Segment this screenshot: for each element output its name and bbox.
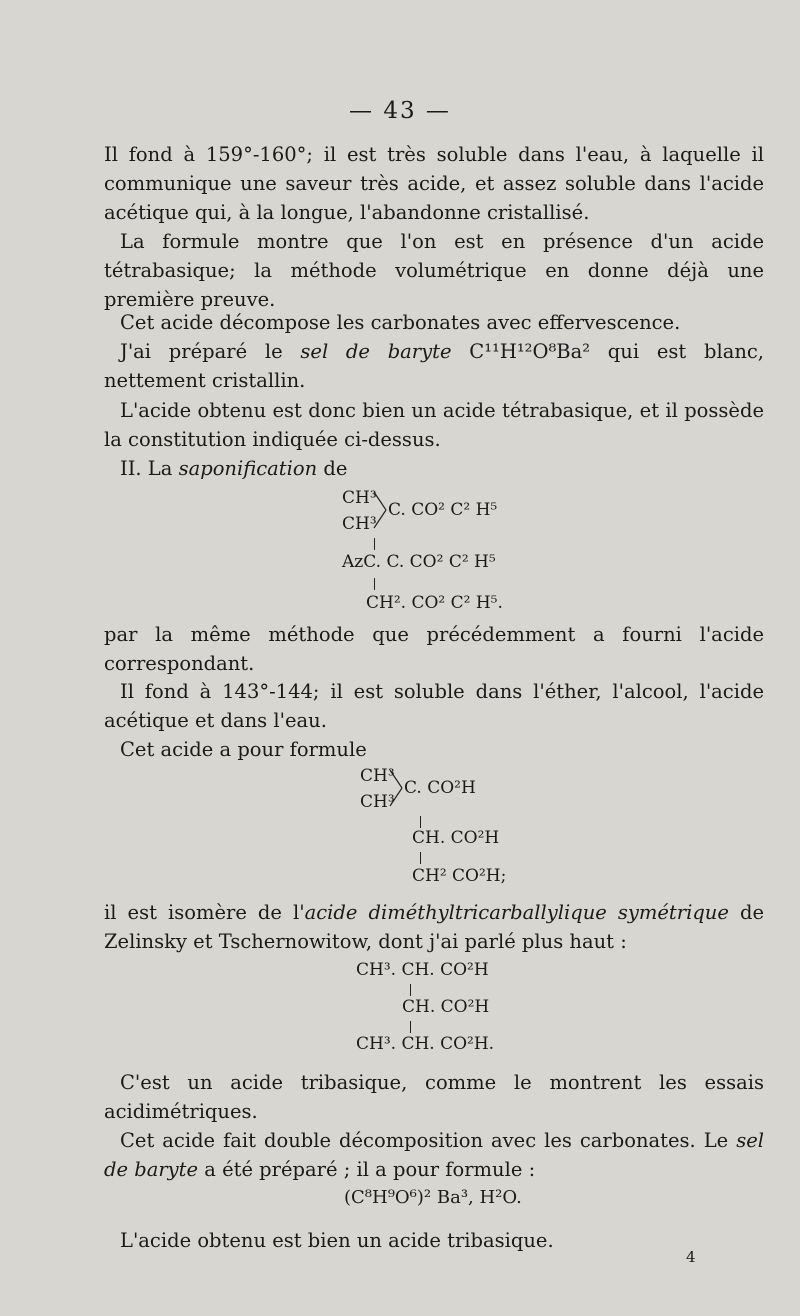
formula-line: CH³. CH. CO²H. [356,1034,495,1054]
bond-line [420,852,421,864]
paragraph-solubility: Il fond à 143°-144; il est soluble dans l'éther, l'alcool, l'acide acétique et dans l'eau. [104,680,764,732]
formula-line: C. CO² C² H⁵ [388,500,498,520]
paragraph-formula-intro: Cet acide a pour formule [120,738,367,761]
italic-term: sel de baryte [104,1129,764,1181]
text-run: a été préparé ; il a pour formule : [198,1158,536,1181]
italic-term: saponification [178,457,318,480]
formula-line: CH. CO²H [402,997,490,1017]
bond-line [374,578,375,590]
formula-line: CH³. CH. CO²H [356,960,489,980]
page-number: — 43 — [349,98,451,124]
formula-line: CH³ [360,766,395,786]
paragraph-conclusion: L'acide obtenu est bien un acide tribasique. [120,1229,554,1252]
paragraph-isomer [104,898,764,956]
formula-baryte: (C⁸H⁹O⁶)² Ba³, H²O. [344,1187,522,1208]
paragraph-saponification [104,454,764,483]
text-run: J'ai préparé le [120,340,301,363]
text-run: de [317,457,348,480]
text-run: Cet acide fait double décomposition avec les carbonates. Le [120,1129,737,1152]
bond-line [420,816,421,828]
formula-line: CH² CO²H; [412,866,507,886]
paragraph-constitution: L'acide obtenu est donc bien un acide tétrabasique, et il possède la constitution indiquée ci-dessus. [104,399,764,451]
paragraph-formula-tetrabasic: La formule montre que l'on est en présence d'un acide tétrabasique; la méthode volumétrique en donne déjà une première preuve. [104,230,764,311]
formula-line: CH². CO² C² H⁵. [366,593,503,613]
paragraph-double-decomposition [104,1126,764,1184]
text-run: II. La [120,457,179,480]
bond-line [410,1021,411,1033]
formula-line: CH³ [342,488,377,508]
text-run: de Zelinsky et Tschernowitow, dont j'ai parlé plus haut : [104,901,764,953]
bond-line [374,538,375,550]
formula-line: AzC. C. CO² C² H⁵ [342,552,496,572]
formula-line: CH. CO²H [412,828,500,848]
paragraph-baryte-salt [104,337,764,395]
formula-line: CH³ [342,514,377,534]
italic-term: acide diméthyltricarballylique symétrique [304,901,729,924]
formula-line: C. CO²H [404,778,476,798]
text-run: il est isomère de l' [104,901,305,924]
italic-term: sel de baryte [300,340,452,363]
bond-line [410,984,411,996]
paragraph-method: par la même méthode que précédemment a fourni l'acide correspondant. [104,623,764,675]
paragraph-carbonates: Cet acide décompose les carbonates avec effervescence. [120,311,681,334]
signature-mark: 4 [686,1248,696,1266]
text-run: C¹¹H¹²O⁸Ba² qui est blanc, nettement cristallin. [104,340,764,392]
formula-line: CH³ [360,792,395,812]
paragraph-melting-point: Il fond à 159°-160°; il est très soluble dans l'eau, à laquelle il communique une saveur très acide, et assez soluble dans l'acide acétique qui, à la longue, l'abandonne cristallisé. [104,143,764,224]
paragraph-tribasic: C'est un acide tribasique, comme le montrent les essais acidimétriques. [104,1071,764,1123]
